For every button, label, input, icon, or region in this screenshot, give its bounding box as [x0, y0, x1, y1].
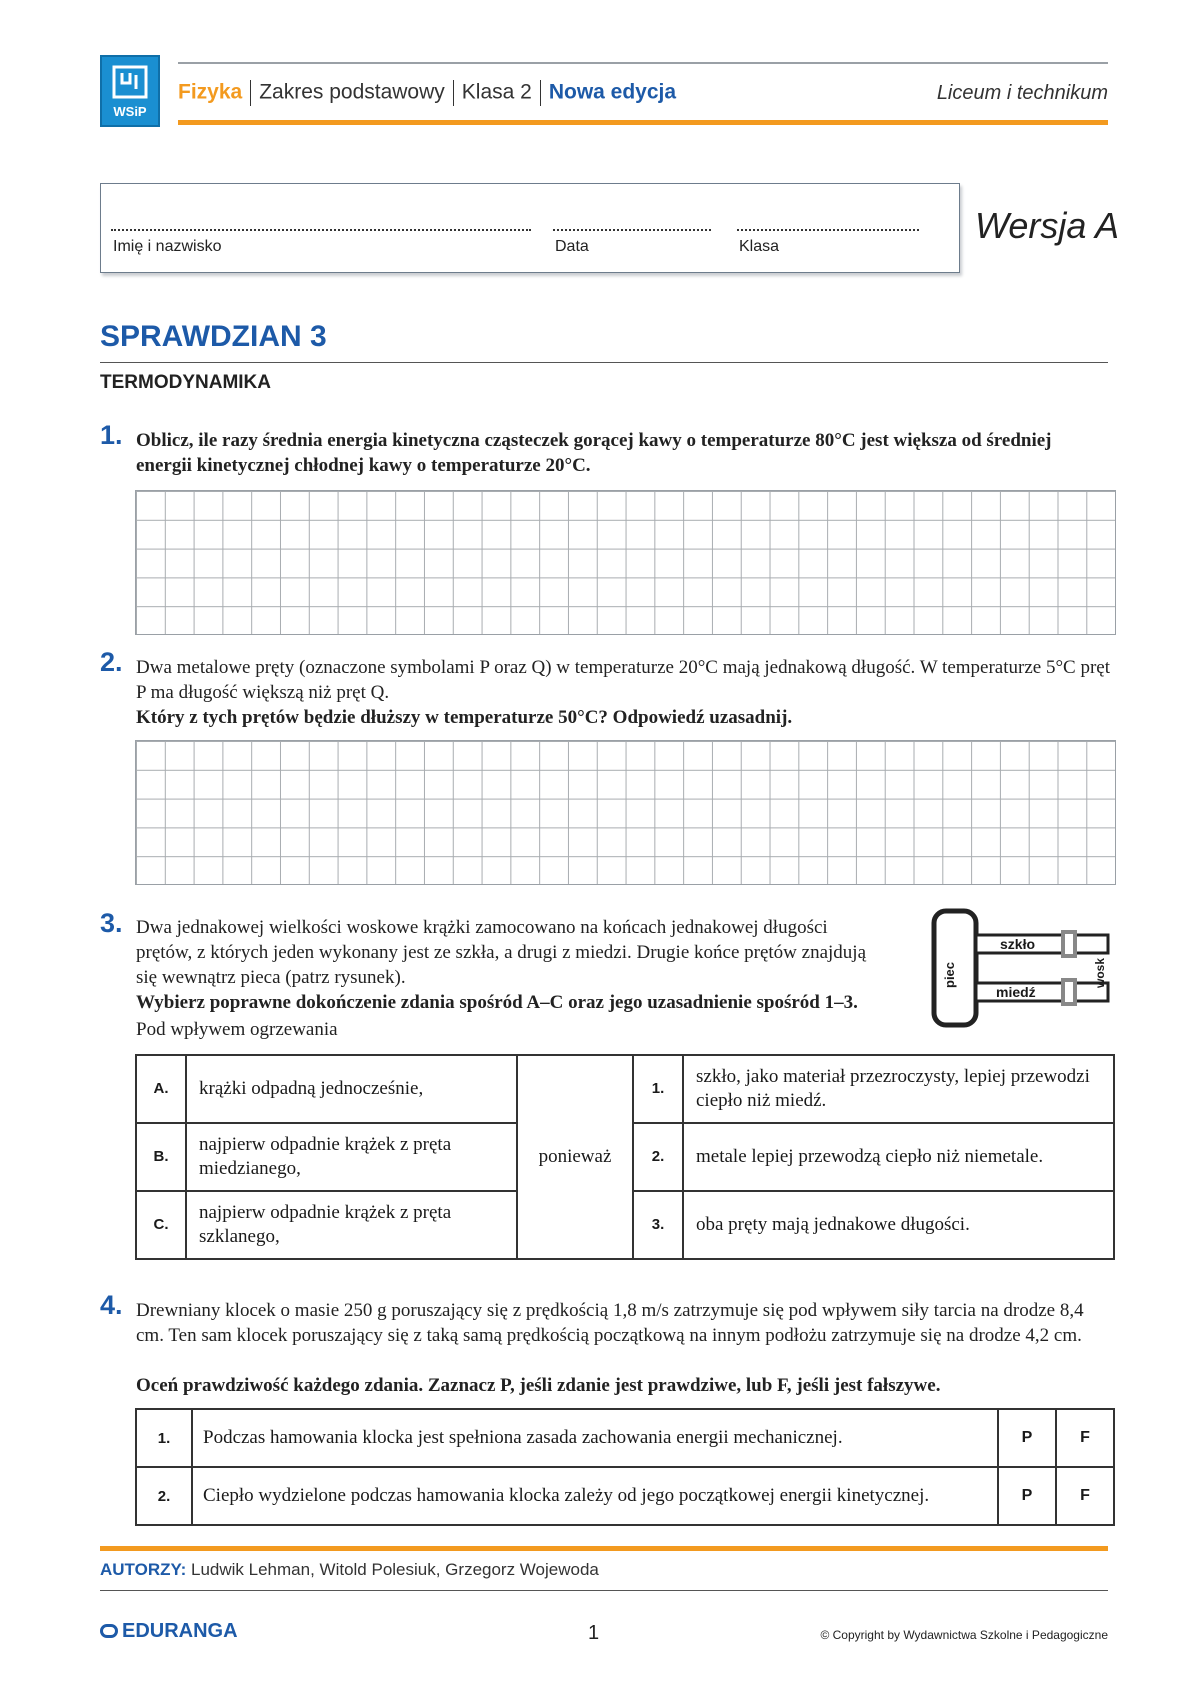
test-subtitle: TERMODYNAMIKA: [100, 372, 271, 393]
option-letter[interactable]: A.: [136, 1055, 186, 1123]
header-breadcrumb: [178, 80, 676, 106]
authors-line: [100, 1560, 599, 1580]
statement-text: Ciepło wydzielone podczas hamowania klocka zależy od jego początkowej energii kinetycznej.: [192, 1467, 998, 1525]
footer-rule-top: [100, 1546, 1108, 1551]
option-text: krążki odpadną jednocześnie,: [186, 1055, 517, 1123]
false-option[interactable]: F: [1056, 1467, 1114, 1525]
header-separator: [250, 80, 251, 106]
answer-grid-q1[interactable]: [135, 490, 1116, 635]
class-label: Klasa: [739, 238, 780, 255]
reason-text: oba pręty mają jednakowe długości.: [683, 1191, 1114, 1259]
false-option[interactable]: F: [1056, 1409, 1114, 1467]
question-number: 2.: [100, 647, 123, 677]
header-rule-bottom: [178, 120, 1108, 125]
statement-number: 1.: [136, 1409, 192, 1467]
footer-rule-bottom: [100, 1590, 1108, 1591]
date-field[interactable]: [553, 229, 711, 231]
eduranga-icon: [100, 1624, 118, 1638]
answer-grid-q2[interactable]: [135, 740, 1116, 885]
authors-names: Ludwik Lehman, Witold Polesiuk, Grzegorz Wojewoda: [191, 1560, 599, 1579]
title-rule: [100, 362, 1108, 363]
connector: ponieważ: [517, 1055, 633, 1259]
option-letter[interactable]: C.: [136, 1191, 186, 1259]
reason-number[interactable]: 2.: [633, 1123, 683, 1191]
question-3-text: Dwa jednakowej wielkości woskowe krążki zamocowano na końcach jednakowej długości prętów, z których jeden wykonany jest ze szkła, a drugi z miedzi. Drugie końce prętów znajdują się wewnątrz pieca (patrz rysunek).: [136, 917, 867, 988]
copyright: © Copyright by Wydawnictwa Szkolne i Pedagogiczne: [820, 1628, 1108, 1642]
question-2-instruction: Który z tych prętów będzie dłuższy w temperaturze 50°C? Odpowiedź uzasadnij.: [136, 707, 793, 728]
reason-text: szkło, jako materiał przezroczysty, lepiej przewodzi ciepło niż miedź.: [683, 1055, 1114, 1123]
statement-number: 2.: [136, 1467, 192, 1525]
wsip-logo: [100, 55, 160, 127]
page-number: 1: [588, 1622, 600, 1644]
option-text: najpierw odpadnie krążek z pręta szklanego,: [186, 1191, 517, 1259]
oven-rods-figure: [930, 908, 1115, 1028]
question-4-text: Drewniany klocek o masie 250 g poruszający się z prędkością 1,8 m/s zatrzymuje się pod wpływem siły tarcia na drodze 8,4 cm. Ten sam klocek poruszający się z taką samą prędkością początkową na innym podłożu zatrzymuje się na drodze 4,2 cm.: [136, 1300, 1084, 1346]
figure-label-wax: wosk: [1093, 957, 1107, 988]
name-label: Imię i nazwisko: [113, 238, 222, 255]
logo-mark-icon: [102, 63, 158, 107]
date-label: Data: [555, 238, 589, 255]
test-title: SPRAWDZIAN 3: [100, 320, 327, 353]
question-4-table: [135, 1408, 1115, 1526]
header-separator: [540, 80, 541, 106]
option-text: najpierw odpadnie krążek z pręta miedzianego,: [186, 1123, 517, 1191]
question-4-instruction: Oceń prawdziwość każdego zdania. Zaznacz P, jeśli zdanie jest prawdziwe, lub F, jeśli jest fałszywe.: [136, 1375, 941, 1396]
question-number: 3.: [100, 908, 123, 938]
student-info-box: [100, 183, 960, 273]
statement-text: Podczas hamowania klocka jest spełniona zasada zachowania energii mechanicznej.: [192, 1409, 998, 1467]
header-scope: Zakres podstawowy: [259, 80, 445, 104]
header-edition: Nowa edycja: [548, 80, 677, 104]
figure-label-oven: piec: [942, 961, 957, 988]
header-school-type: Liceum i technikum: [936, 82, 1108, 104]
logo-text: WSiP: [113, 104, 147, 119]
question-3-stem: Pod wpływem ogrzewania: [136, 1019, 338, 1040]
option-letter[interactable]: B.: [136, 1123, 186, 1191]
name-field[interactable]: [111, 229, 531, 231]
eduranga-text: EDURANGA: [122, 1620, 238, 1642]
reason-text: metale lepiej przewodzą ciepło niż niemetale.: [683, 1123, 1114, 1191]
question-3-table: [135, 1054, 1115, 1260]
reason-number[interactable]: 3.: [633, 1191, 683, 1259]
eduranga-logo: [100, 1620, 238, 1643]
true-option[interactable]: P: [998, 1467, 1056, 1525]
question-3-instruction: Wybierz poprawne dokończenie zdania spośród A–C oraz jego uzasadnienie spośród 1–3.: [136, 992, 858, 1013]
question-number: 1.: [100, 420, 123, 450]
figure-label-glass: szkło: [1000, 936, 1036, 952]
reason-number[interactable]: 1.: [633, 1055, 683, 1123]
oven-diagram: [930, 908, 1115, 1028]
figure-label-copper: miedź: [996, 984, 1036, 1000]
header-class: Klasa 2: [461, 80, 532, 104]
question-number: 4.: [100, 1290, 123, 1320]
header-separator: [453, 80, 454, 106]
authors-label: AUTORZY:: [100, 1560, 187, 1579]
header-subject: Fizyka: [178, 80, 243, 104]
question-2-text: Dwa metalowe pręty (oznaczone symbolami P oraz Q) w temperaturze 20°C mają jednakową długość. W temperaturze 5°C pręt P ma długość większą niż pręt Q.: [136, 657, 1111, 703]
question-1-text: Oblicz, ile razy średnia energia kinetyczna cząsteczek gorącej kawy o temperaturze 80°C jest większa od średniej energii kinetycznej chłodnej kawy o temperaturze 20°C.: [136, 430, 1052, 476]
true-option[interactable]: P: [998, 1409, 1056, 1467]
header-rule-top: [178, 62, 1108, 64]
class-field[interactable]: [737, 229, 919, 231]
test-version: Wersja A: [975, 205, 1120, 246]
